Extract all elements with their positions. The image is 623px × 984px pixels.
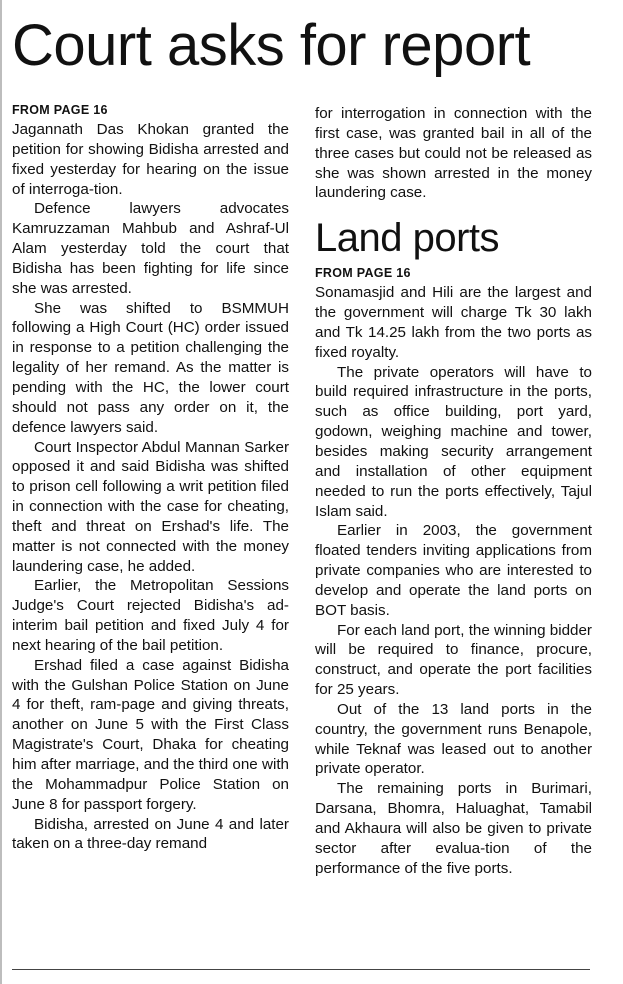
article-paragraph: The private operators will have to build required infrastructure in the ports, such as office building, port yard, godown, weighing machine and tower, besides making security arrangement and installation of other equipment needed to run the ports effectively, Tajul Islam said. (315, 363, 592, 520)
subheadline: Land ports (315, 216, 500, 261)
left-column (12, 100, 289, 854)
from-page-label: FROM PAGE 16 (12, 103, 108, 117)
article-continuation: for interrogation in connection with the first case, was granted bail in all of the three cases but could not be released as she was shown arrested in the money laundering case. (315, 105, 592, 202)
article-paragraph: Sonamasjid and Hili are the largest and the government will charge Tk 30 lakh and Tk 14.25 lakh from the two ports as fixed royalty. (315, 284, 592, 361)
article-paragraph: Ershad filed a case against Bidisha with the Gulshan Police Station on June 4 for theft, ram-page and giving threats, another on June 5 with the First Class Magistrate's Court, Dhaka for cheating him after marriage, and the third one with the Mohammadpur Police Station on June 8 for passport forgery. (12, 656, 289, 813)
article-paragraph: Out of the 13 land ports in the country, the government runs Benapole, while Teknaf was leased out to another private operator. (315, 700, 592, 778)
article-paragraph: Earlier, the Metropolitan Sessions Judge's Court rejected Bidisha's ad-interim bail petition and fixed July 4 for next hearing of the bail petition. (12, 577, 289, 654)
right-column (315, 104, 592, 879)
article-paragraph: The remaining ports in Burimari, Darsana, Bhomra, Haluaghat, Tamabil and Akhaura will also be given to private sector after evalua-tion of the performance of the five ports. (315, 780, 592, 877)
article-paragraph: Bidisha, arrested on June 4 and later taken on a three-day remand (12, 815, 289, 853)
article-paragraph: For each land port, the winning bidder will be required to finance, procure, construct, and operate the port facilities for 25 years. (315, 621, 592, 699)
article-paragraph: She was shifted to BSMMUH following a High Court (HC) order issued in response to a petition challenging the legality of her remand. As the matter is pending with the HC, the lower court should not pass any order on it, the defence lawyers said. (12, 299, 289, 436)
page-left-rule (0, 0, 2, 984)
from-page-label: FROM PAGE 16 (315, 266, 411, 281)
article-paragraph: Court Inspector Abdul Mannan Sarker opposed it and said Bidisha was shifted to prison cell following a writ petition filed in connection with the case for cheating, theft and threat on Ershad's life. The matter is not connected with the money laundering case, he added. (12, 438, 289, 575)
article-paragraph: Jagannath Das Khokan granted the petition for showing Bidisha arrested and fixed yesterday for hearing on the issue of interroga-tion. (12, 121, 289, 198)
article-paragraph: Defence lawyers advocates Kamruzzaman Mahbub and Ashraf-Ul Alam yesterday told the court that Bidisha has been fighting for life since she was arrested. (12, 200, 289, 297)
article-paragraph: Earlier in 2003, the government floated tenders inviting applications from private companies who are interested to develop and operate the land ports on BOT basis. (315, 522, 592, 619)
bottom-rule (12, 969, 590, 970)
headline: Court asks for report (12, 13, 531, 78)
